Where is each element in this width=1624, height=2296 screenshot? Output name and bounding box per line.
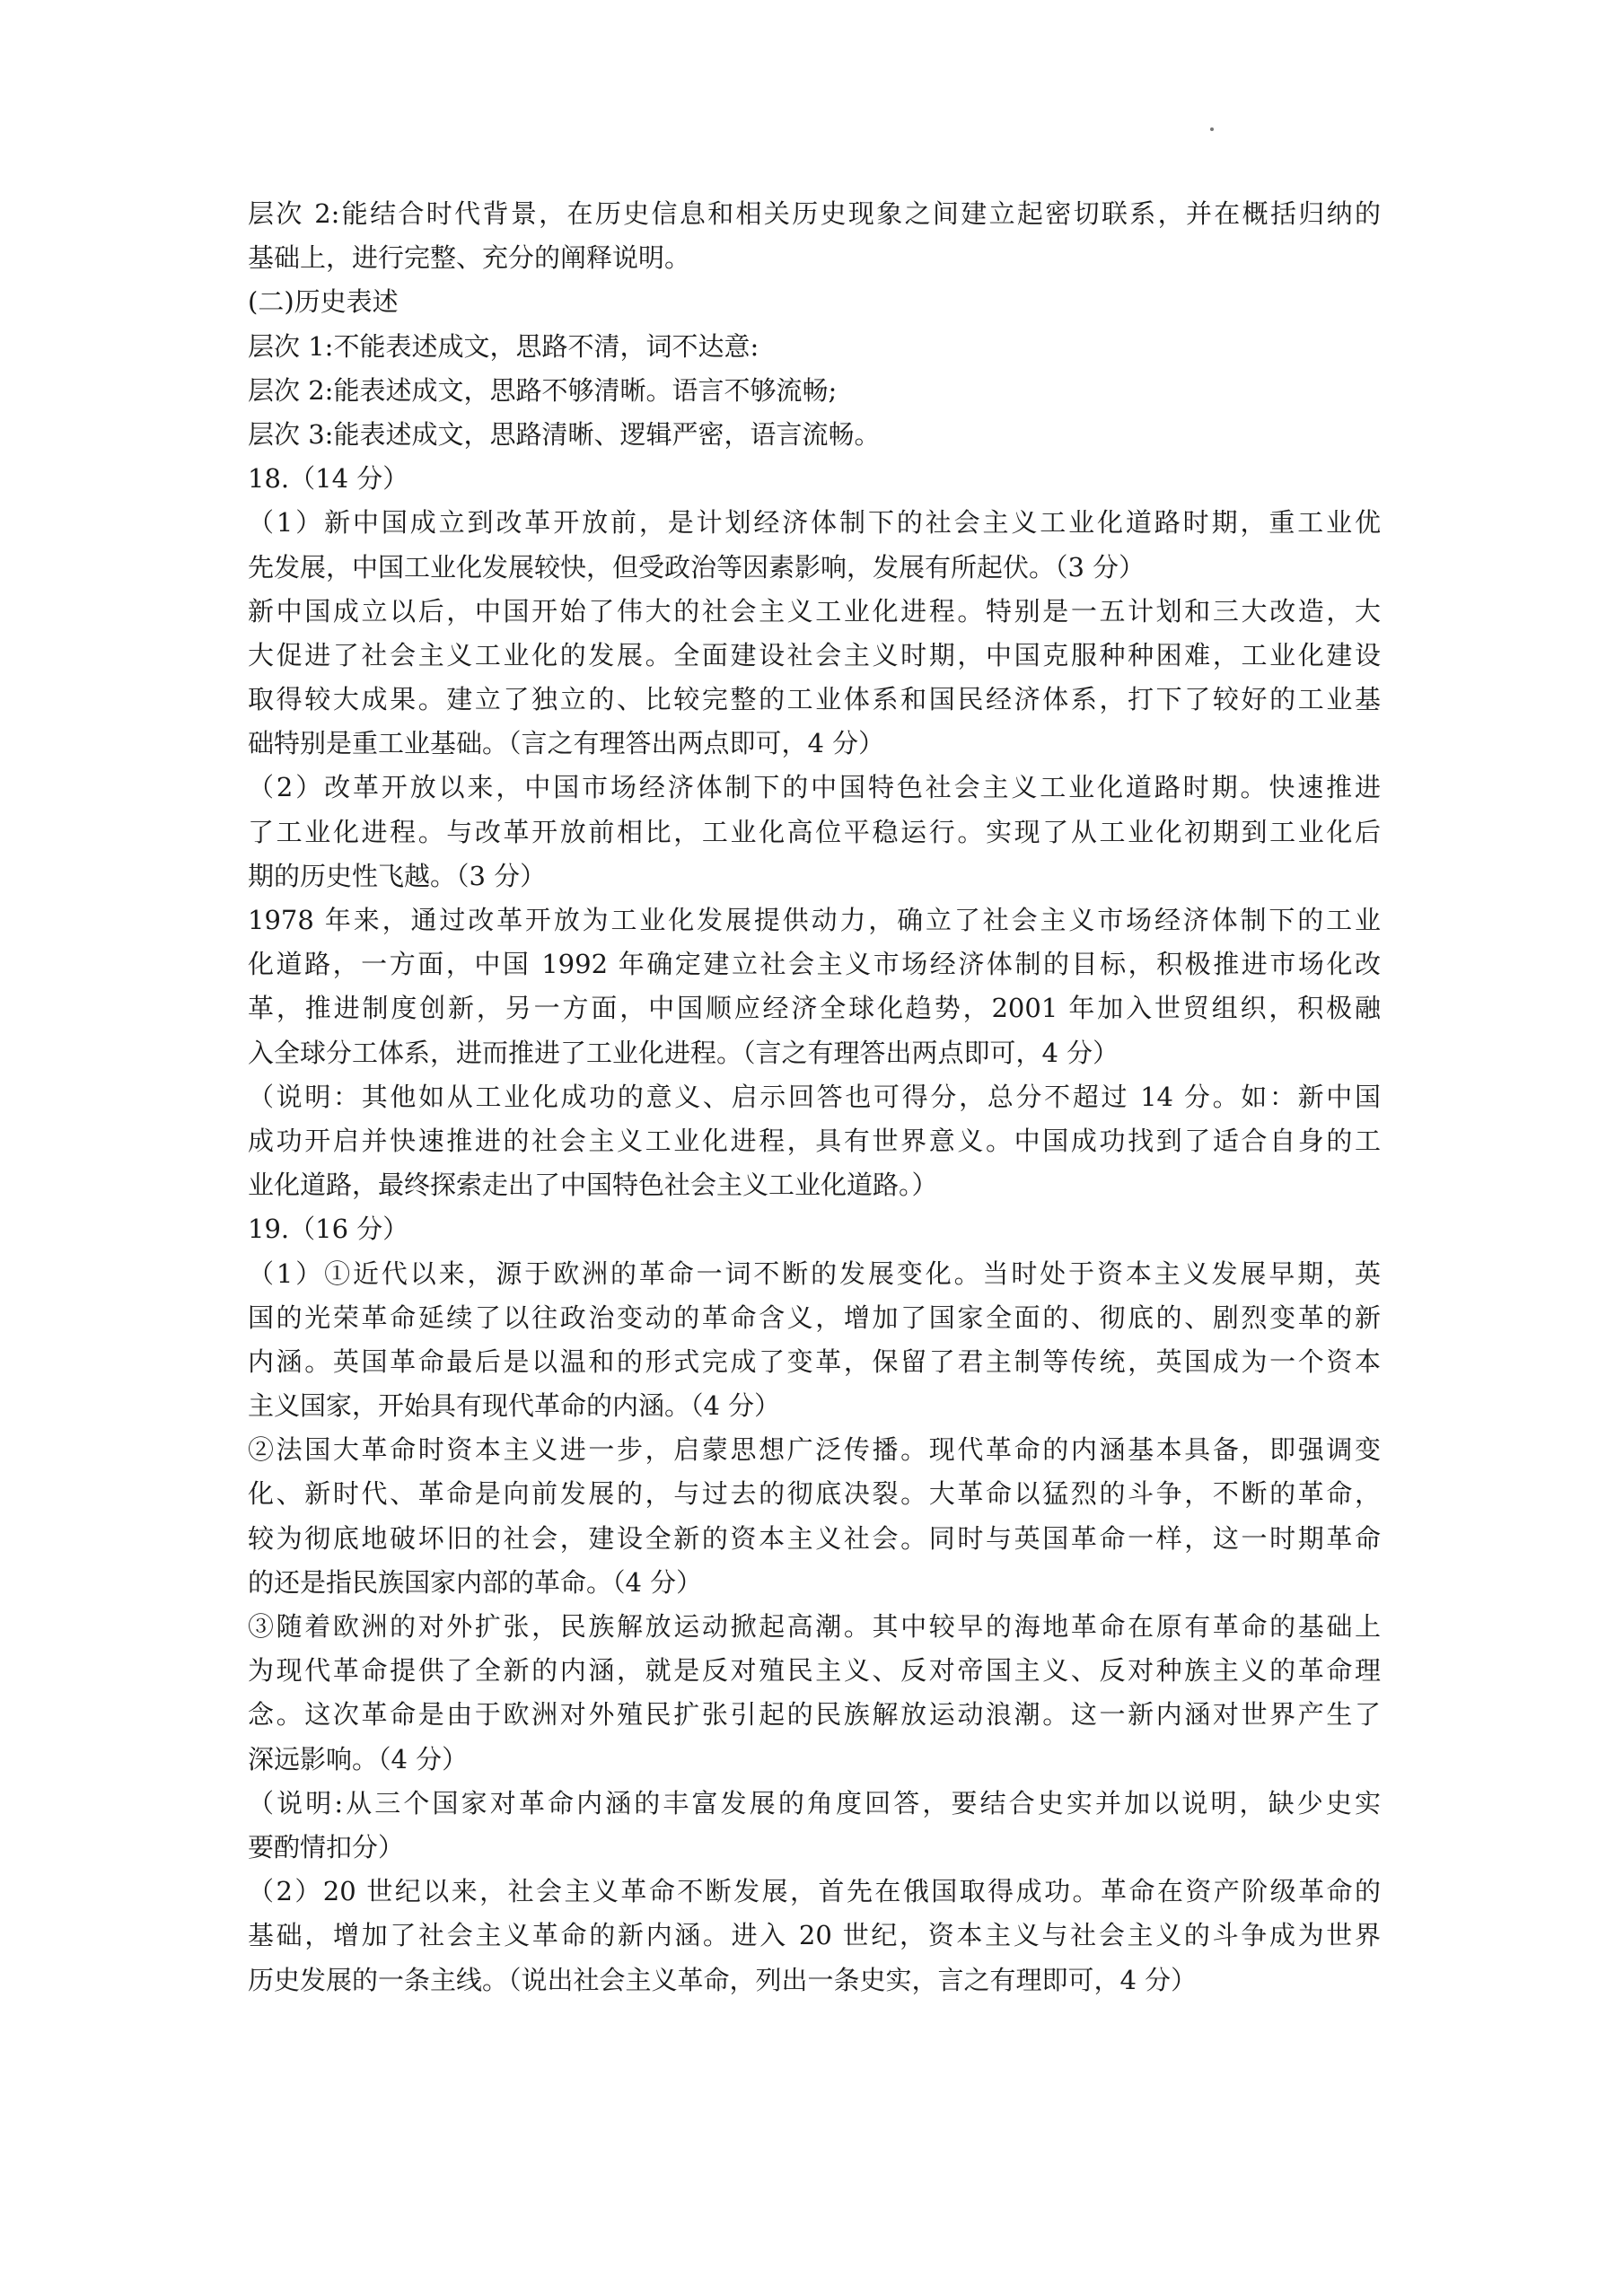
text-line: 19.（16 分） bbox=[248, 1214, 409, 1245]
text-line: 念。这次革命是由于欧洲对外殖民扩张引起的民族解放运动浪潮。这一新内涵对世界产生了 bbox=[248, 1699, 1381, 1731]
text-line: 较为彻底地破坏旧的社会，建设全新的资本主义社会。同时与英国革命一样，这一时期革命 bbox=[248, 1522, 1381, 1554]
text-line: 为现代革命提供了全新的内涵，就是反对殖民主义、反对帝国主义、反对种族主义的革命理 bbox=[248, 1655, 1381, 1687]
text-line: （1）①近代以来，源于欧洲的革命一词不断的发展变化。当时处于资本主义发展早期，英 bbox=[248, 1258, 1381, 1289]
text-line: 主义国家，开始具有现代革命的内涵。（4 分） bbox=[248, 1390, 781, 1422]
text-line: 取得较大成果。建立了独立的、比较完整的工业体系和国民经济体系，打下了较好的工业基 bbox=[248, 684, 1381, 715]
text-line: （说明：其他如从工业化成功的意义、启示回答也可得分，总分不超过 14 分。如：新中国 bbox=[248, 1081, 1381, 1112]
text-line: 的还是指民族国家内部的革命。（4 分） bbox=[248, 1566, 703, 1598]
text-line: ②法国大革命时资本主义进一步，启蒙思想广泛传播。现代革命的内涵基本具备，即强调变 bbox=[248, 1434, 1381, 1466]
text-line: 层次 1:不能表述成文，思路不清，词不达意: bbox=[248, 330, 759, 362]
text-line: 先发展，中国工业化发展较快，但受政治等因素影响，发展有所起伏。（3 分） bbox=[248, 551, 1146, 583]
text-line: （2）改革开放以来，中国市场经济体制下的中国特色社会主义工业化道路时期。快速推进 bbox=[248, 772, 1381, 803]
text-line: 革，推进制度创新，另一方面，中国顺应经济全球化趋势，2001 年加入世贸组织，积极融 bbox=[248, 993, 1381, 1024]
text-line: （2）20 世纪以来，社会主义革命不断发展，首先在俄国取得成功。革命在资产阶级革命的 bbox=[248, 1876, 1381, 1907]
text-line: (二)历史表述 bbox=[248, 286, 399, 318]
text-line: ③随着欧洲的对外扩张，民族解放运动掀起高潮。其中较早的海地革命在原有革命的基础上 bbox=[248, 1611, 1381, 1642]
text-line: 深远影响。（4 分） bbox=[248, 1743, 469, 1775]
text-line: 础特别是重工业基础。（言之有理答出两点即可，4 分） bbox=[248, 728, 885, 759]
text-line: 1978 年来，通过改革开放为工业化发展提供动力，确立了社会主义市场经济体制下的工业 bbox=[248, 905, 1381, 935]
text-line: 化、新时代、革命是向前发展的，与过去的彻底决裂。大革命以猛烈的斗争，不断的革命， bbox=[248, 1478, 1381, 1510]
text-line: 历史发展的一条主线。（说出社会主义革命，列出一条史实，言之有理即可，4 分） bbox=[248, 1964, 1198, 1995]
text-line: 大促进了社会主义工业化的发展。全面建设社会主义时期，中国克服种种困难，工业化建设 bbox=[248, 639, 1381, 670]
text-line: 业化道路，最终探索走出了中国特色社会主义工业化道路。） bbox=[248, 1170, 938, 1201]
text-line: 层次 3:能表述成文，思路清晰、逻辑严密，语言流畅。 bbox=[248, 418, 881, 450]
text-line: 内涵。英国革命最后是以温和的形式完成了变革，保留了君主制等传统，英国成为一个资本 bbox=[248, 1345, 1381, 1377]
scan-dot-mark bbox=[1210, 127, 1214, 131]
text-line: （1）新中国成立到改革开放前，是计划经济体制下的社会主义工业化道路时期，重工业优 bbox=[248, 507, 1381, 539]
text-line: 18.（14 分） bbox=[248, 463, 409, 495]
text-line: 化道路，一方面，中国 1992 年确定建立社会主义市场经济体制的目标，积极推进市场化改 bbox=[248, 949, 1381, 980]
text-line: 入全球分工体系，进而推进了工业化进程。（言之有理答出两点即可，4 分） bbox=[248, 1037, 1119, 1068]
text-line: 要酌情扣分） bbox=[248, 1831, 405, 1862]
text-line: 层次 2:能结合时代背景，在历史信息和相关历史现象之间建立起密切联系，并在概括归纳的 bbox=[248, 198, 1381, 229]
text-line: 成功开启并快速推进的社会主义工业化进程，具有世界意义。中国成功找到了适合自身的工 bbox=[248, 1125, 1381, 1156]
answer-text-body bbox=[248, 192, 1381, 2002]
text-line: （说明:从三个国家对革命内涵的丰富发展的角度回答，要结合史实并加以说明，缺少史实 bbox=[248, 1787, 1381, 1818]
text-line: 了工业化进程。与改革开放前相比，工业化高位平稳运行。实现了从工业化初期到工业化后 bbox=[248, 816, 1381, 847]
text-line: 基础，增加了社会主义革命的新内涵。进入 20 世纪，资本主义与社会主义的斗争成为世界 bbox=[248, 1920, 1381, 1951]
text-line: 层次 2:能表述成文，思路不够清晰。语言不够流畅; bbox=[248, 374, 838, 406]
text-line: 基础上，进行完整、充分的阐释说明。 bbox=[248, 242, 691, 274]
text-line: 期的历史性飞越。（3 分） bbox=[248, 860, 547, 891]
text-line: 国的光荣革命延续了以往政治变动的革命含义，增加了国家全面的、彻底的、剧烈变革的新 bbox=[248, 1301, 1381, 1333]
text-line: 新中国成立以后，中国开始了伟大的社会主义工业化进程。特别是一五计划和三大改造，大 bbox=[248, 595, 1381, 627]
